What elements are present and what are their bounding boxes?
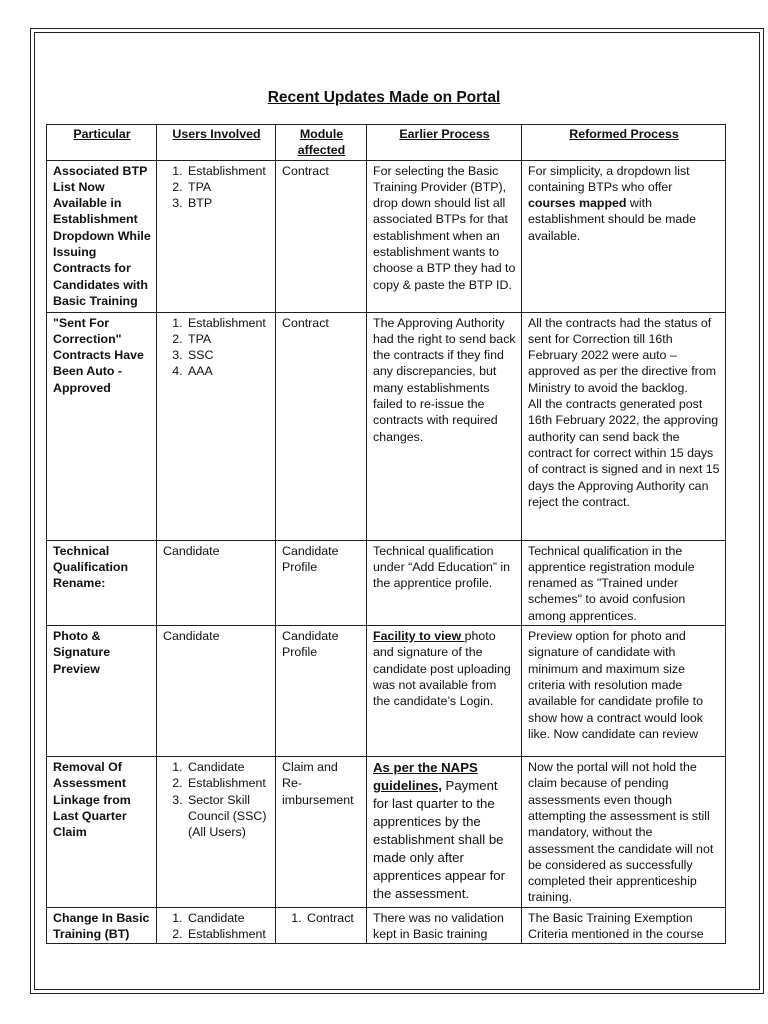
reformed-process-cell (522, 160, 726, 312)
user-item: 4. AAA (186, 363, 270, 379)
reformed-process-cell: Preview option for photo and signature of candidate with minimum and maximum size criteria with resolution made available for candidate profile to show how a contract would look like. Now candidate can review (522, 626, 726, 757)
table-row (47, 160, 726, 312)
reformed-bold-text: courses mapped (528, 196, 627, 211)
user-item: 3. BTP (186, 195, 270, 211)
header-reformed-process: Reformed Process (522, 125, 726, 161)
module-item: 1. Contract (305, 910, 361, 926)
user-item: 3. SSC (186, 347, 270, 363)
user-item: 1. Establishment (186, 315, 270, 331)
module-cell: Claim and Re-imbursement (276, 757, 367, 908)
table-row (47, 757, 726, 908)
particular-cell: Technical Qualification Rename: (47, 540, 157, 625)
users-cell: Candidate (157, 540, 276, 625)
page-title: Recent Updates Made on Portal (267, 89, 501, 106)
particular-cell: "Sent For Correction" Contracts Have Been Auto - Approved (47, 312, 157, 540)
header-particular: Particular (47, 125, 157, 161)
earlier-process-cell: For selecting the Basic Training Provider (BTP), drop down should list all associated BTPs for that establishment when an establishment wants to choose a BTP they had to copy & paste the BTP ID. (367, 160, 522, 312)
table-row (47, 540, 726, 625)
reformed-process-cell (522, 312, 726, 540)
user-item: 2. Establishment (186, 926, 270, 942)
earlier-process-cell: There was no validation kept in Basic training (367, 907, 522, 944)
reformed-paragraph: All the contracts generated post 16th February 2022, the approving authority can send back the contract for correct within 15 days of contract is signed and in next 15 days the Approving Authority can reject the contract. (528, 397, 720, 509)
earlier-emphasis-text: Facility to view (373, 629, 465, 644)
table-row (47, 626, 726, 757)
user-item: 1. Candidate (186, 759, 270, 775)
users-cell (157, 312, 276, 540)
user-item: 2. Establishment (186, 775, 270, 791)
earlier-process-cell (367, 626, 522, 757)
module-cell (276, 907, 367, 944)
users-cell (157, 907, 276, 944)
particular-cell: Associated BTP List Now Available in Establishment Dropdown While Issuing Contracts for Candidates with Basic Training (47, 160, 157, 312)
header-earlier-process: Earlier Process (367, 125, 522, 161)
updates-table (46, 124, 726, 944)
earlier-text: photo and signature of the candidate post uploading was not available from the candidate’s Login. (373, 629, 511, 709)
reformed-text: For simplicity, a dropdown list containing BTPs who offer (528, 163, 690, 194)
module-cell: Candidate Profile (276, 626, 367, 757)
user-item: 1. Candidate (186, 910, 270, 926)
earlier-text: Payment for last quarter to the apprentices by the establishment shall be made only after apprentices appear for the assessment. (373, 778, 505, 902)
module-list (282, 910, 361, 926)
earlier-process-cell (367, 757, 522, 908)
table-row (47, 907, 726, 944)
reformed-process-cell: The Basic Training Exemption Criteria mentioned in the course (522, 907, 726, 944)
module-cell: Contract (276, 160, 367, 312)
users-list (163, 910, 270, 943)
earlier-process-cell: Technical qualification under “Add Education” in the apprentice profile. (367, 540, 522, 625)
users-cell (157, 160, 276, 312)
updates-table-container (46, 124, 725, 942)
header-module-affected: Module affected (276, 125, 367, 161)
users-cell: Candidate (157, 626, 276, 757)
user-item: 1. Establishment (186, 163, 270, 179)
reformed-text: with establishment should be made available. (528, 196, 697, 243)
user-item: 3. Sector Skill Council (SSC) (All Users) (186, 792, 270, 841)
users-list (163, 315, 270, 380)
earlier-process-cell: The Approving Authority had the right to send back the contracts if they find any discrepancies, but many establishments failed to re-issue the contracts with required changes. (367, 312, 522, 540)
reformed-process-cell: Technical qualification in the apprentice registration module renamed as "Trained under schemes" to avoid confusion among apprentices. (522, 540, 726, 625)
reformed-paragraph: All the contracts had the status of sent for Correction till 16th February 2022 were auto – approved as per the directive from Ministry to avoid the backlog. (528, 315, 717, 395)
particular-cell: Removal Of Assessment Linkage from Last Quarter Claim (47, 757, 157, 908)
users-cell (157, 757, 276, 908)
particular-cell: Change In Basic Training (BT) (47, 907, 157, 944)
user-item: 2. TPA (186, 331, 270, 347)
users-list (163, 163, 270, 212)
module-cell: Contract (276, 312, 367, 540)
reformed-process-cell: Now the portal will not hold the claim because of pending assessments even though attempting the assessment is still mandatory, without the assessment the candidate will not be considered as successfully completed their apprenticeship training. (522, 757, 726, 908)
users-list (163, 759, 270, 840)
module-cell: Candidate Profile (276, 540, 367, 625)
earlier-emphasis-text: As per the NAPS guidelines, (373, 760, 478, 794)
table-row (47, 312, 726, 540)
user-item: 2. TPA (186, 179, 270, 195)
header-users-involved: Users Involved (157, 125, 276, 161)
table-header-row (47, 125, 726, 161)
particular-cell: Photo & Signature Preview (47, 626, 157, 757)
